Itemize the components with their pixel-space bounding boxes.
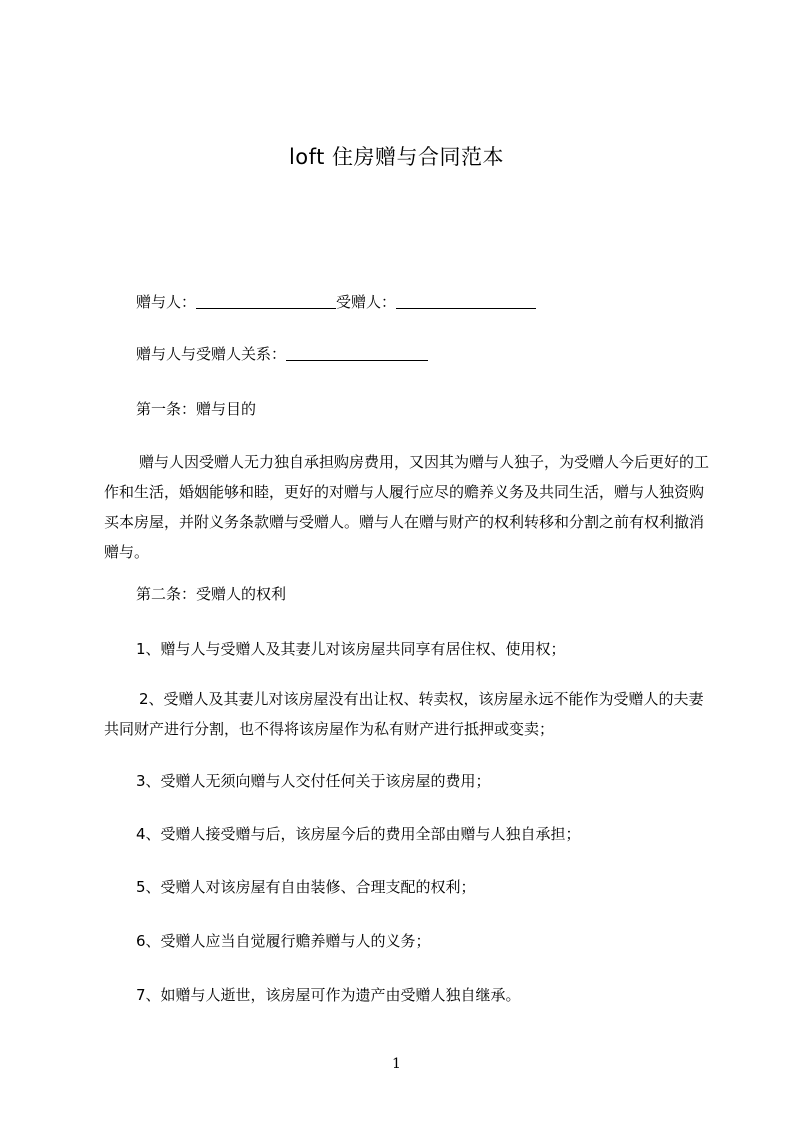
list-item: 6、受赠人应当自觉履行赡养赠与人的义务； [136,932,431,950]
relationship-blank[interactable] [286,344,428,361]
document-title: loft 住房赠与合同范本 [288,145,505,169]
page-number: 1 [392,1056,401,1072]
donor-label: 赠与人： [136,293,197,311]
relationship-label: 赠与人与受赠人关系： [136,345,287,363]
donee-blank[interactable] [396,292,536,309]
donee-label: 受赠人： [336,293,397,311]
list-item: 3、受赠人无须向赠与人交付任何关于该房屋的费用； [136,772,491,790]
donor-donee-line [136,290,536,314]
article1-heading: 第一条：赠与目的 [136,400,257,418]
list-item: 2、受赠人及其妻儿对该房屋没有出让权、转卖权，该房屋永远不能作为受赠人的夫妻共同财产进行分割，也不得将该房屋作为私有财产进行抵押或变卖； [104,690,704,738]
list-item: 5、受赠人对该房屋有自由装修、合理支配的权利； [136,878,476,896]
list-item: 7、如赠与人逝世，该房屋可作为遗产由受赠人独自继承。 [136,986,521,1004]
article1-paragraph: 赠与人因受赠人无力独自承担购房费用，又因其为赠与人独子，为受赠人今后更好的工作和生活，婚姻能够和睦，更好的对赠与人履行应尽的赡养义务及共同生活，赠与人独资购买本房屋，并附义务条款赠与受赠人。赠与人在赠与财产的权利转移和分割之前有权利撤消赠与。 [104,453,710,561]
list-item: 4、受赠人接受赠与后，该房屋今后的费用全部由赠与人独自承担； [136,825,581,843]
donor-blank[interactable] [196,292,336,309]
article2-heading: 第二条：受赠人的权利 [136,585,287,603]
list-item: 1、赠与人与受赠人及其妻儿对该房屋共同享有居住权、使用权； [136,640,566,658]
relationship-line [136,342,428,366]
